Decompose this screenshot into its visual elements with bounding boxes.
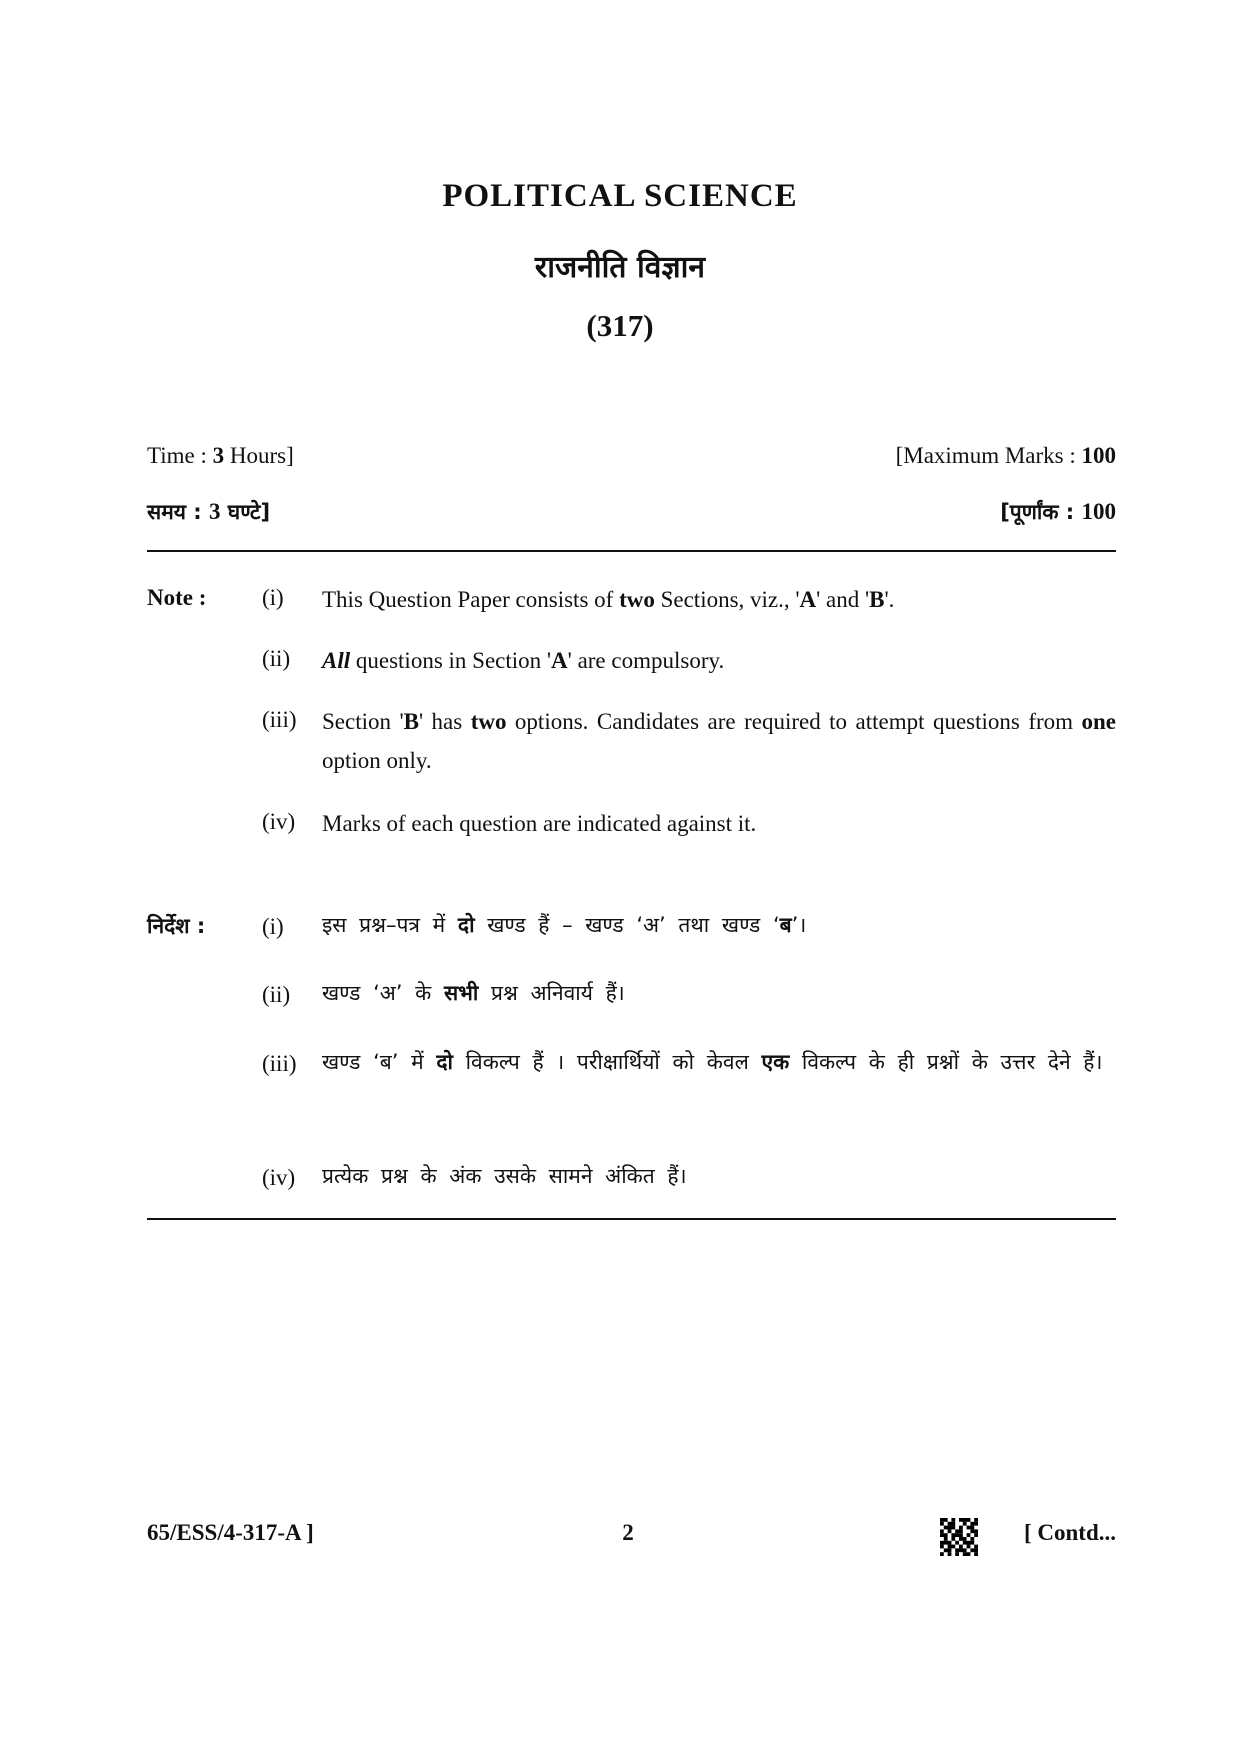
time-info: Time : 3 Hours] bbox=[147, 443, 294, 468]
note-number: (iv) bbox=[262, 1165, 296, 1190]
note-number: (iii) bbox=[262, 1051, 297, 1076]
note-item: All questions in Section 'A' are compulsory. bbox=[322, 648, 725, 673]
note-number: (ii) bbox=[262, 982, 291, 1007]
page-title-hindi: राजनीति विज्ञान bbox=[534, 250, 706, 285]
max-marks-info: [Maximum Marks : 100 bbox=[895, 443, 1116, 468]
paper-code: 65/ESS/4-317-A ] bbox=[147, 1520, 314, 1545]
page-number: 2 bbox=[622, 1520, 634, 1545]
note-number: (i) bbox=[262, 914, 284, 939]
continued-label: [ Contd... bbox=[1023, 1520, 1116, 1545]
note-item-hindi: खण्ड ‘अ’ के सभी प्रश्न अनिवार्य हैं। bbox=[322, 981, 625, 1005]
subject-code: (317) bbox=[586, 308, 654, 343]
divider-bottom bbox=[147, 1218, 1116, 1220]
time-info-hindi: समय : 3 घण्टे] bbox=[147, 499, 271, 524]
note-number: (ii) bbox=[262, 646, 291, 671]
divider-top bbox=[147, 550, 1116, 552]
note-item-hindi: खण्ड ‘ब’ में दो विकल्प हैं । परीक्षार्थियों को केवल एक विकल्प के ही प्रश्नों के उत्तर देने हैं। bbox=[322, 1050, 1103, 1074]
note-item: This Question Paper consists of two Sections, viz., 'A' and 'B'. bbox=[322, 587, 895, 612]
note-item-hindi: प्रत्येक प्रश्न के अंक उसके सामने अंकित हैं। bbox=[322, 1164, 687, 1188]
note-number: (i) bbox=[262, 585, 284, 610]
note-number: (iii) bbox=[262, 707, 297, 732]
note-item: Marks of each question are indicated against it. bbox=[322, 811, 757, 836]
note-label: Note : bbox=[147, 585, 207, 610]
note-item: Section 'B' has two options. Candidates are required to attempt questions from one option only. bbox=[322, 709, 1116, 773]
note-item-hindi: इस प्रश्न–पत्र में दो खण्ड हैं – खण्ड ‘अ’ तथा खण्ड ‘ब’। bbox=[322, 913, 807, 937]
max-marks-info-hindi: [पूर्णांक : 100 bbox=[1000, 499, 1116, 524]
page-title: POLITICAL SCIENCE bbox=[442, 178, 798, 214]
note-number: (iv) bbox=[262, 809, 296, 834]
barcode-icon bbox=[940, 1518, 978, 1556]
note-label-hindi: निर्देश : bbox=[147, 914, 206, 938]
